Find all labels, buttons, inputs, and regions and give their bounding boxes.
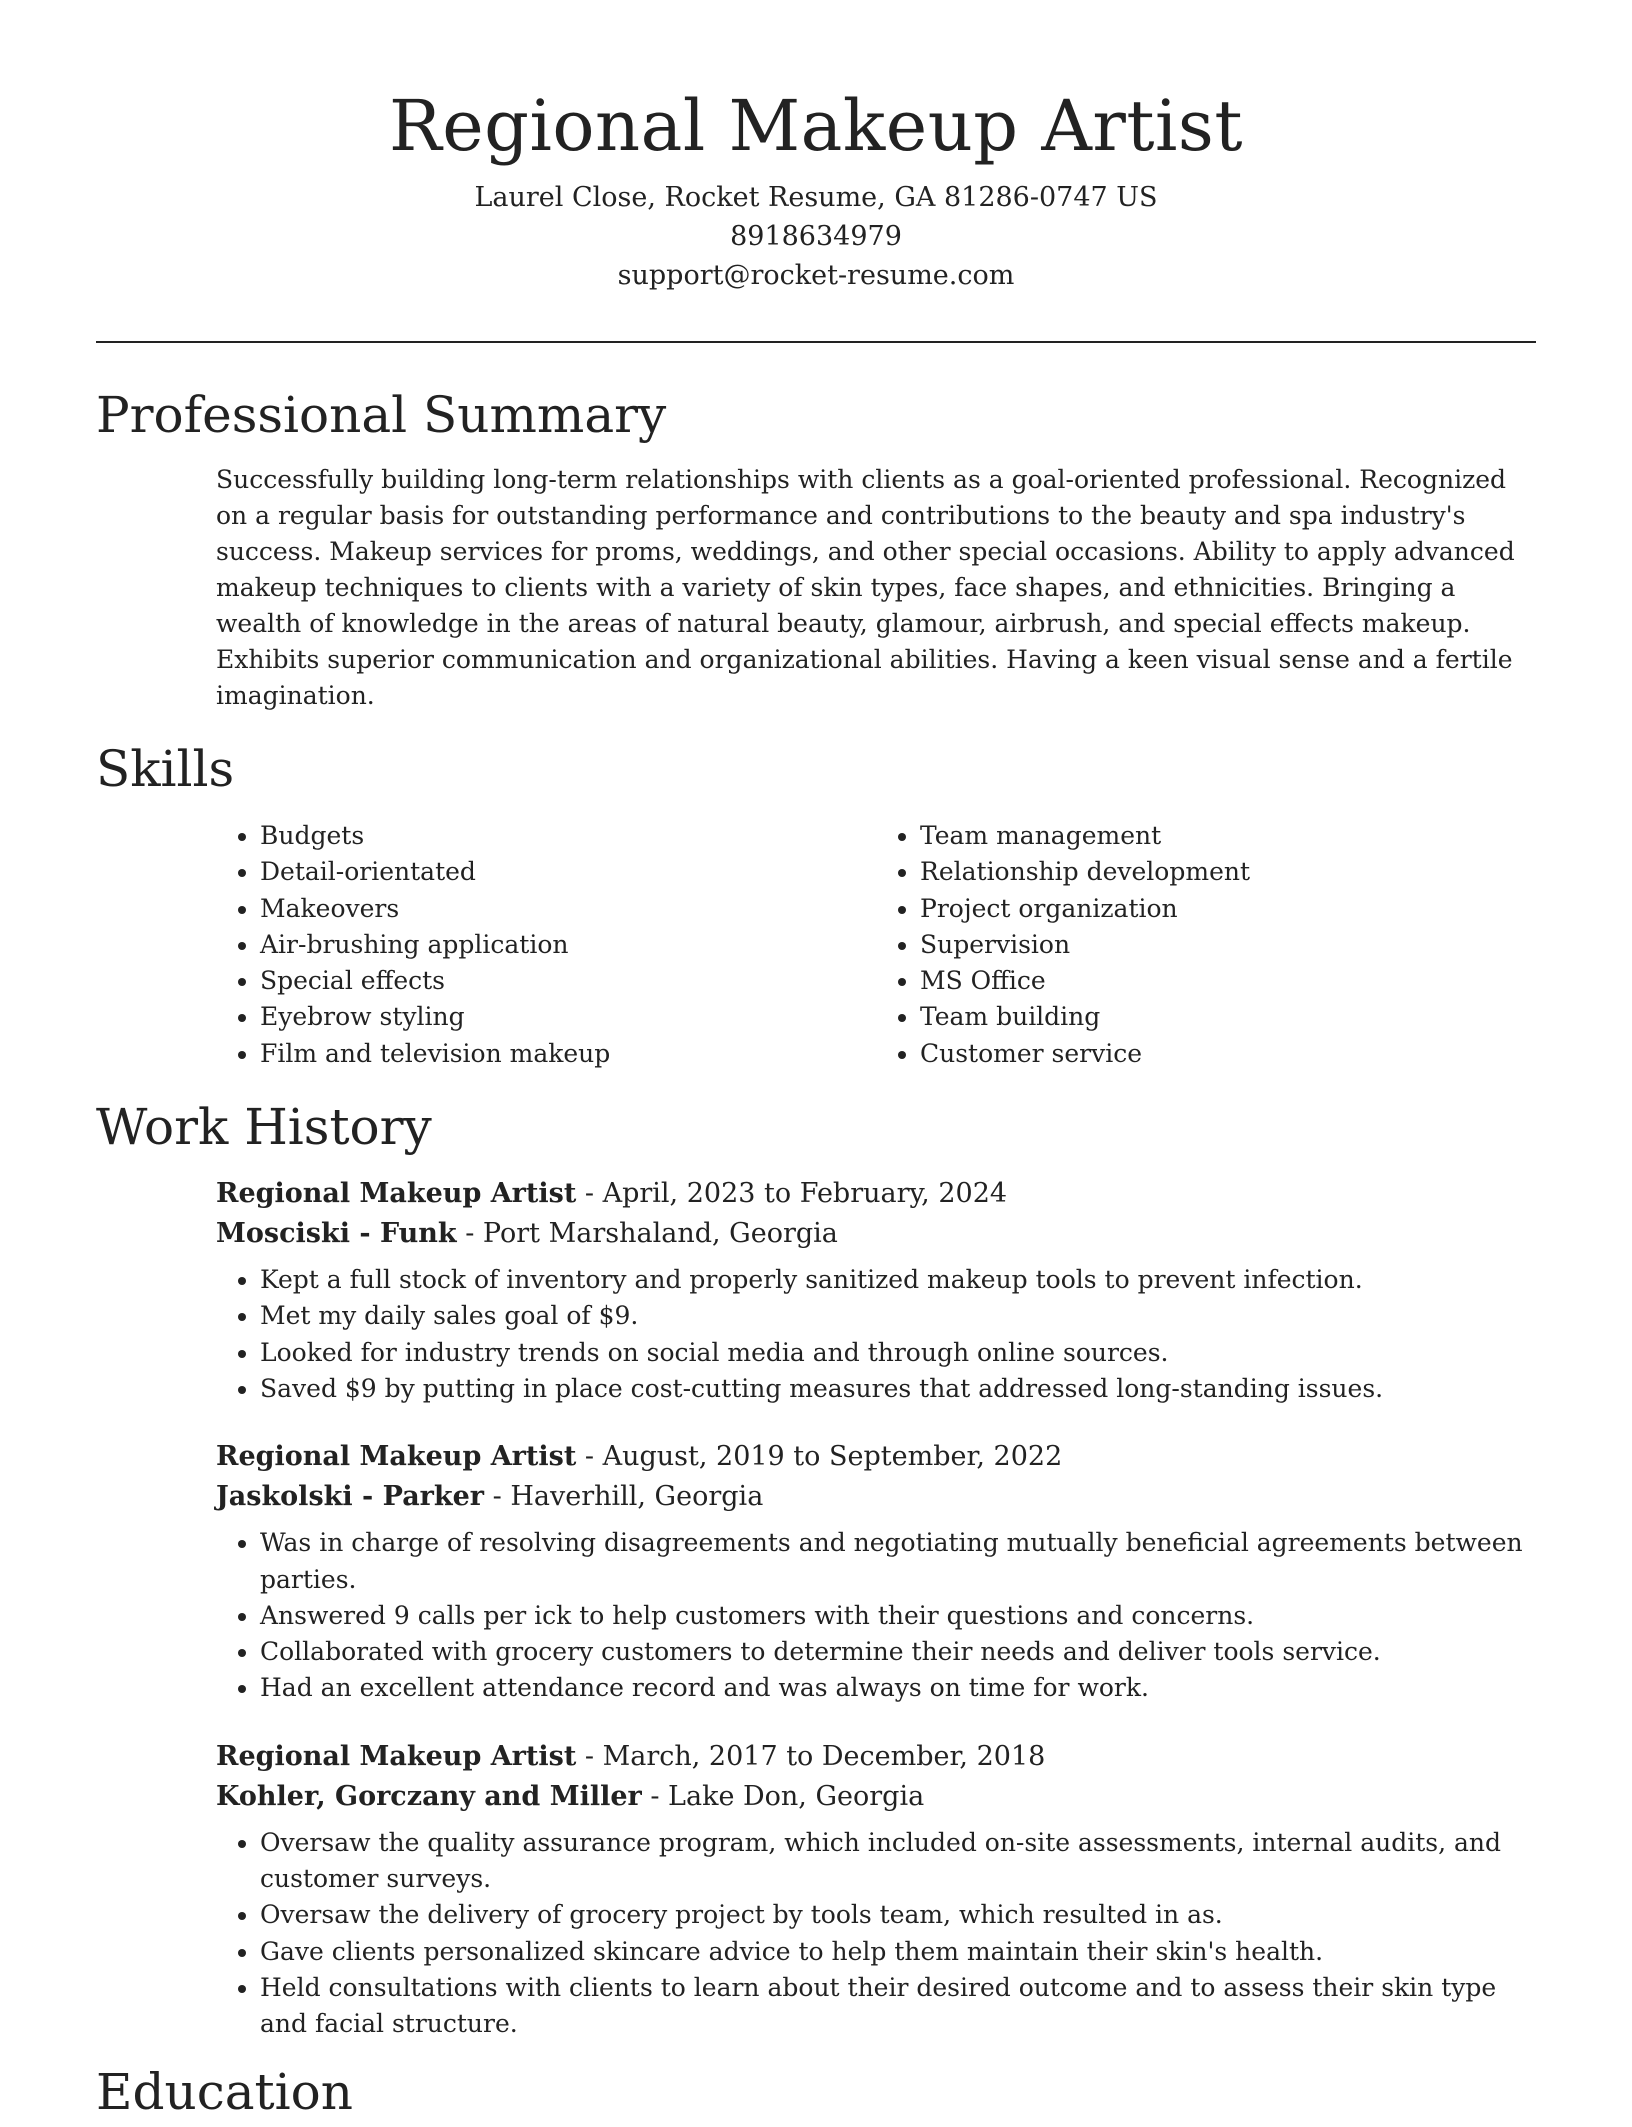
job-bullet: • Met my daily sales goal of $9.	[260, 1298, 1536, 1334]
job-title-line	[216, 1737, 1536, 1777]
skill-item: • Team building	[920, 999, 1536, 1035]
job-bullet: • Looked for industry trends on social media and through online sources.	[260, 1335, 1536, 1371]
skill-item: • Air-brushing application	[260, 927, 876, 963]
skill-item: • Project organization	[920, 891, 1536, 927]
job-bullet: • Oversaw the delivery of grocery project by tools team, which resulted in as.	[260, 1897, 1536, 1933]
job-title-line	[216, 1437, 1536, 1477]
job-company-line	[216, 1214, 1536, 1254]
skill-item: • Film and television makeup	[260, 1036, 876, 1072]
job-bullets	[216, 1262, 1536, 1407]
job-list	[96, 1174, 1536, 2042]
skill-item: • Eyebrow styling	[260, 999, 876, 1035]
resume-content	[96, 380, 1536, 2127]
job-bullets	[216, 1825, 1536, 2043]
summary-text: Successfully building long-term relationships with clients as a goal-oriented professional. Recognized on a regular basis for outstanding performance and contributions to the beauty and spa industry's success. Makeup services for proms, weddings, and other special occasions. Ability to apply advanced makeup techniques to clients with a variety of skin types, face shapes, and ethnicities. Bringing a wealth of knowledge in the areas of natural beauty, glamour, airbrush, and special effects makeup. Exhibits superior communication and organizational abilities. Having a keen visual sense and a fertile imagination.	[216, 465, 1515, 710]
skill-item: • Customer service	[920, 1036, 1536, 1072]
job-location: - Haverhill, Georgia	[484, 1481, 764, 1513]
job-dates: - March, 2017 to December, 2018	[576, 1740, 1046, 1772]
resume-name: Regional Makeup Artist	[389, 85, 1243, 167]
skill-item: • Special effects	[260, 963, 876, 999]
skill-item: • Budgets	[260, 818, 876, 854]
contact-phone: 8918634979	[730, 221, 902, 252]
work-history-section	[96, 1092, 1536, 2042]
job-title: Regional Makeup Artist	[216, 1441, 577, 1473]
summary-heading: Professional Summary	[96, 386, 667, 444]
resume-header	[0, 0, 1632, 295]
job-title: Regional Makeup Artist	[216, 1178, 577, 1210]
education-heading: Education	[96, 2062, 353, 2121]
job-bullet: • Answered 9 calls per ick to help customers with their questions and concerns.	[260, 1598, 1536, 1634]
job-company: Mosciski - Funk	[216, 1218, 457, 1250]
job-dates: - April, 2023 to February, 2024	[576, 1178, 1008, 1210]
header-divider	[96, 341, 1536, 343]
skill-item: • Makeovers	[260, 891, 876, 927]
job-bullets	[216, 1525, 1536, 1706]
job-bullet: • Held consultations with clients to learn about their desired outcome and to assess their skin type and facial structure.	[260, 1970, 1536, 2043]
skill-item: • MS Office	[920, 963, 1536, 999]
summary-section	[96, 380, 1536, 714]
skill-item: • Team management	[920, 818, 1536, 854]
work-history-heading: Work History	[96, 1098, 432, 1157]
job-bullet: • Oversaw the quality assurance program, which included on-site assessments, internal audits, and customer surveys.	[260, 1825, 1536, 1898]
skills-heading: Skills	[96, 740, 235, 798]
job-company-line	[216, 1477, 1536, 1517]
job-bullet: • Was in charge of resolving disagreements and negotiating mutually beneficial agreements between parties.	[260, 1525, 1536, 1598]
job-bullet: • Collaborated with grocery customers to determine their needs and deliver tools service.	[260, 1634, 1536, 1670]
job-title: Regional Makeup Artist	[216, 1740, 577, 1772]
skill-item: • Detail-orientated	[260, 854, 876, 890]
job-bullet: • Kept a full stock of inventory and properly sanitized makeup tools to prevent infection.	[260, 1262, 1536, 1298]
education-section	[96, 2057, 1536, 2127]
skills-section	[96, 734, 1536, 1072]
skills-left-list	[216, 818, 876, 1072]
job-bullet: • Gave clients personalized skincare advice to help them maintain their skin's health.	[260, 1934, 1536, 1970]
contact-email: support@rocket-resume.com	[617, 260, 1015, 291]
job-entry	[216, 1737, 1536, 2043]
skill-item: • Relationship development	[920, 854, 1536, 890]
job-entry	[216, 1437, 1536, 1706]
job-location: - Lake Don, Georgia	[641, 1780, 925, 1812]
job-company: Kohler, Gorczany and Miller	[216, 1780, 642, 1812]
job-bullet: • Saved $9 by putting in place cost-cutting measures that addressed long-standing issues.	[260, 1371, 1536, 1407]
skills-right-list	[876, 818, 1536, 1072]
job-entry	[216, 1174, 1536, 1407]
skills-columns	[216, 818, 1536, 1072]
job-location: - Port Marshaland, Georgia	[456, 1218, 838, 1250]
job-bullet: • Had an excellent attendance record and was always on time for work.	[260, 1670, 1536, 1706]
skill-item: • Supervision	[920, 927, 1536, 963]
job-company: Jaskolski - Parker	[216, 1481, 485, 1513]
contact-block	[0, 178, 1632, 295]
job-company-line	[216, 1777, 1536, 1817]
contact-address: Laurel Close, Rocket Resume, GA 81286-0747 US	[474, 182, 1158, 213]
job-dates: - August, 2019 to September, 2022	[576, 1441, 1063, 1473]
job-title-line	[216, 1174, 1536, 1214]
